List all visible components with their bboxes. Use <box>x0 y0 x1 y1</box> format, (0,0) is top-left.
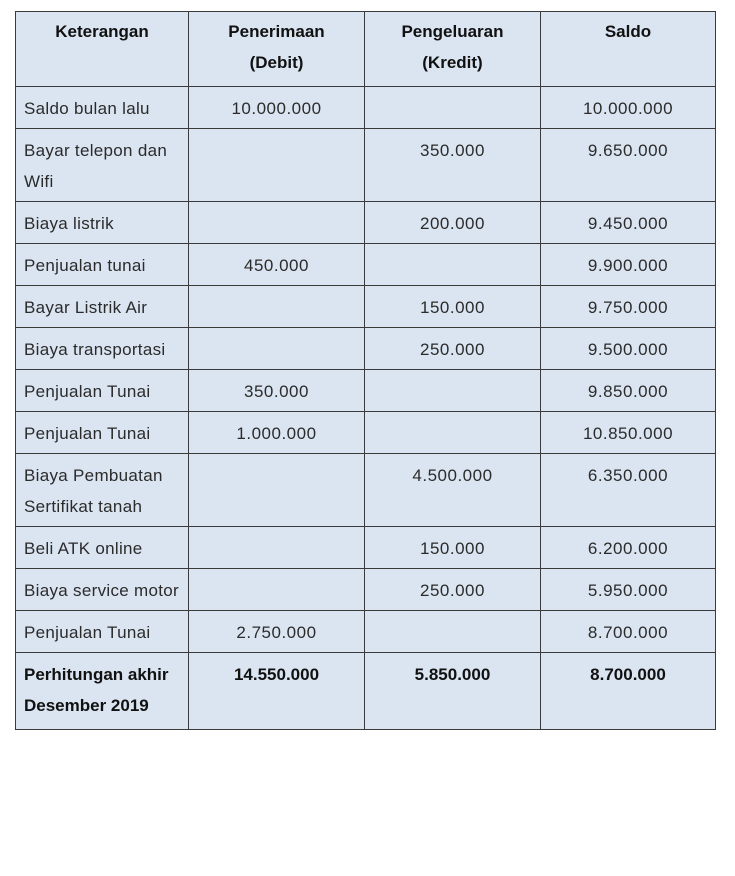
cell-keterangan: Penjualan tunai <box>16 244 189 286</box>
header-kredit-line1: Pengeluaran <box>401 22 504 41</box>
cell-kredit <box>365 611 541 653</box>
cell-keterangan: Biaya listrik <box>16 202 189 244</box>
cell-saldo: 9.750.000 <box>541 286 716 328</box>
total-row <box>16 653 716 730</box>
cell-debit: 350.000 <box>189 370 365 412</box>
cell-saldo: 5.950.000 <box>541 569 716 611</box>
cell-debit: 10.000.000 <box>189 87 365 129</box>
cell-saldo: 6.200.000 <box>541 527 716 569</box>
cell-saldo: 6.350.000 <box>541 454 716 527</box>
table-row <box>16 527 716 569</box>
cell-saldo: 9.450.000 <box>541 202 716 244</box>
table-row <box>16 87 716 129</box>
header-debit-line2: (Debit) <box>249 53 304 72</box>
cell-debit <box>189 569 365 611</box>
table-row <box>16 328 716 370</box>
cell-kredit: 4.500.000 <box>365 454 541 527</box>
total-kredit: 5.850.000 <box>365 653 541 730</box>
cell-keterangan: Penjualan Tunai <box>16 611 189 653</box>
cell-keterangan: Biaya Pembuatan Sertifikat tanah <box>16 454 189 527</box>
cell-kredit: 150.000 <box>365 527 541 569</box>
header-keterangan <box>16 12 189 87</box>
cell-kredit <box>365 370 541 412</box>
cell-kredit <box>365 244 541 286</box>
cell-debit <box>189 527 365 569</box>
cell-debit <box>189 286 365 328</box>
cell-saldo: 9.850.000 <box>541 370 716 412</box>
table-row <box>16 244 716 286</box>
table-row <box>16 370 716 412</box>
table-row <box>16 611 716 653</box>
cell-saldo: 10.000.000 <box>541 87 716 129</box>
cell-keterangan: Penjualan Tunai <box>16 370 189 412</box>
cell-kredit <box>365 412 541 454</box>
cell-kredit: 200.000 <box>365 202 541 244</box>
cell-debit: 2.750.000 <box>189 611 365 653</box>
table-row <box>16 454 716 527</box>
cash-ledger-table <box>15 11 716 730</box>
cell-keterangan: Bayar Listrik Air <box>16 286 189 328</box>
cell-kredit: 250.000 <box>365 569 541 611</box>
cell-saldo: 8.700.000 <box>541 611 716 653</box>
total-debit: 14.550.000 <box>189 653 365 730</box>
cell-keterangan: Beli ATK online <box>16 527 189 569</box>
cell-debit <box>189 454 365 527</box>
table-row <box>16 129 716 202</box>
cell-saldo: 9.900.000 <box>541 244 716 286</box>
cell-keterangan: Biaya service motor <box>16 569 189 611</box>
cell-debit: 1.000.000 <box>189 412 365 454</box>
header-kredit-line2: (Kredit) <box>422 53 483 72</box>
cell-kredit: 350.000 <box>365 129 541 202</box>
cell-keterangan: Bayar telepon dan Wifi <box>16 129 189 202</box>
header-pengeluaran-kredit <box>365 12 541 87</box>
cell-saldo: 9.650.000 <box>541 129 716 202</box>
cell-kredit: 150.000 <box>365 286 541 328</box>
table-row <box>16 286 716 328</box>
cell-kredit: 250.000 <box>365 328 541 370</box>
cell-keterangan: Saldo bulan lalu <box>16 87 189 129</box>
header-debit-line1: Penerimaan <box>228 22 325 41</box>
cell-debit <box>189 328 365 370</box>
cell-keterangan: Biaya transportasi <box>16 328 189 370</box>
cell-saldo: 9.500.000 <box>541 328 716 370</box>
header-saldo <box>541 12 716 87</box>
header-saldo-label: Saldo <box>604 22 652 41</box>
cell-debit <box>189 129 365 202</box>
header-keterangan-label: Keterangan <box>55 22 149 41</box>
cell-saldo: 10.850.000 <box>541 412 716 454</box>
header-row <box>16 12 716 87</box>
cell-debit <box>189 202 365 244</box>
cell-keterangan: Penjualan Tunai <box>16 412 189 454</box>
header-penerimaan-debit <box>189 12 365 87</box>
table-row <box>16 412 716 454</box>
table-row <box>16 569 716 611</box>
cell-debit: 450.000 <box>189 244 365 286</box>
total-keterangan: Perhitungan akhir Desember 2019 <box>16 653 189 730</box>
total-saldo: 8.700.000 <box>541 653 716 730</box>
cell-kredit <box>365 87 541 129</box>
table-row <box>16 202 716 244</box>
